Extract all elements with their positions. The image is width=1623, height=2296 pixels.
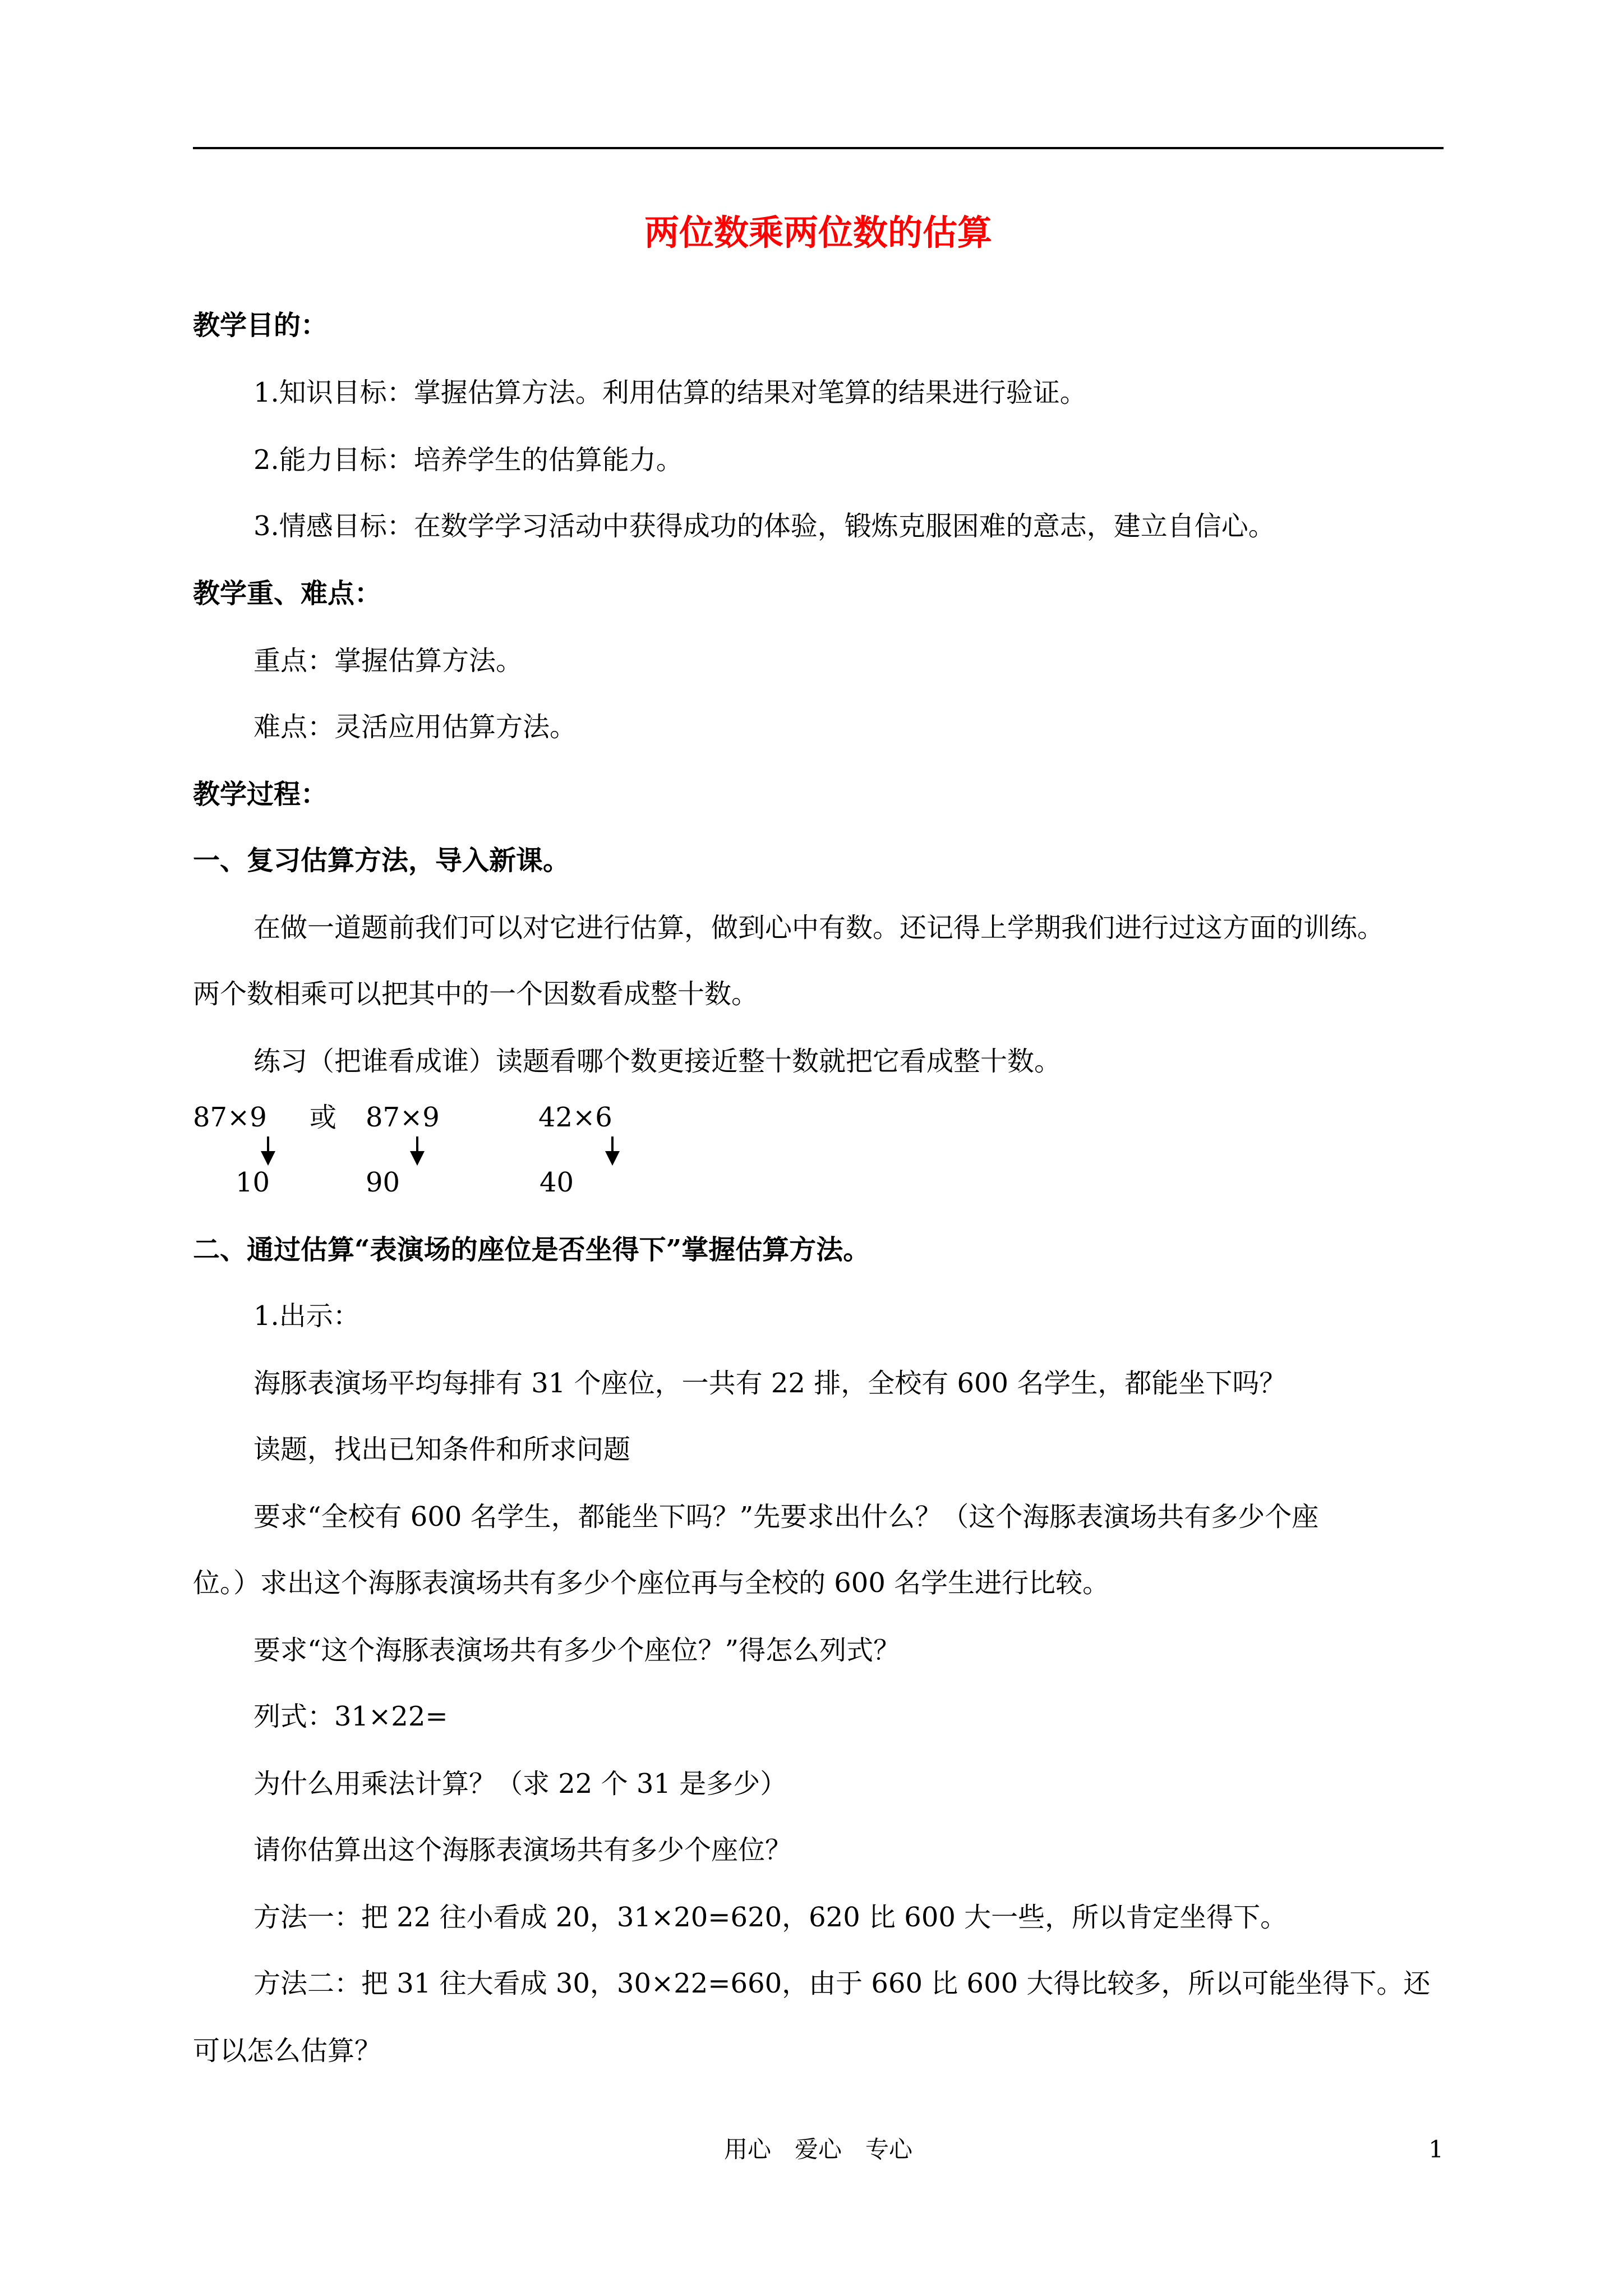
keypoints-heading: 教学重、难点： xyxy=(193,578,382,609)
process-heading: 教学过程： xyxy=(193,779,328,810)
part1-heading: 一、复习估算方法，导入新课。 xyxy=(193,845,570,876)
method-2-line2: 可以怎么估算？ xyxy=(193,2035,382,2067)
example-1-expression: 87×9 xyxy=(193,1102,267,1133)
objective-2: 2.能力目标：培养学生的估算能力。 xyxy=(253,444,683,476)
example-1-result: 10 xyxy=(236,1167,270,1198)
part1-paragraph-line2: 两个数相乘可以把其中的一个因数看成整十数。 xyxy=(193,978,759,1010)
footer-motto: 用心 爱心 专心 xyxy=(723,2136,912,2163)
example-3-result: 40 xyxy=(540,1167,574,1198)
problem-statement: 海豚表演场平均每排有 31 个座位，一共有 22 排，全校有 600 名学生，都能坐下吗？ xyxy=(253,1368,1287,1399)
please-estimate: 请你估算出这个海豚表演场共有多少个座位？ xyxy=(253,1834,792,1866)
part1-paragraph-line1: 在做一道题前我们可以对它进行估算，做到心中有数。还记得上学期我们进行过这方面的训练。 xyxy=(253,912,1385,944)
keypoint-text: 重点：掌握估算方法。 xyxy=(253,645,523,677)
objective-1: 1.知识目标：掌握估算方法。利用估算的结果对笔算的结果进行验证。 xyxy=(253,377,1087,408)
show-label: 1.出示： xyxy=(253,1300,360,1332)
ask2: 要求“这个海豚表演场共有多少个座位？”得怎么列式？ xyxy=(253,1635,901,1666)
page-number: 1 xyxy=(1428,2136,1444,2163)
part1-practice: 练习（把谁看成谁）读题看哪个数更接近整十数就把它看成整十数。 xyxy=(253,1046,1062,1077)
objectives-heading: 教学目的： xyxy=(193,310,328,341)
formula: 列式：31×22= xyxy=(253,1701,448,1732)
why-multiply: 为什么用乘法计算？（求 22 个 31 是多少） xyxy=(253,1768,787,1800)
method-1: 方法一：把 22 往小看成 20，31×20=620，620 比 600 大一些，所以肯定坐得下。 xyxy=(253,1902,1288,1933)
objective-3: 3.情感目标：在数学学习活动中获得成功的体验，锻炼克服困难的意志，建立自信心。 xyxy=(253,510,1275,542)
document-title: 两位数乘两位数的估算 xyxy=(644,212,992,253)
example-3-expression: 42×6 xyxy=(538,1102,612,1133)
difficulty-text: 难点：灵活应用估算方法。 xyxy=(253,711,577,743)
ask1-line2: 位。）求出这个海豚表演场共有多少个座位再与全校的 600 名学生进行比较。 xyxy=(193,1567,1110,1599)
ask1-line1: 要求“全校有 600 名学生，都能坐下吗？”先要求出什么？（这个海豚表演场共有多少个座 xyxy=(253,1501,1319,1533)
part2-heading: 二、通过估算“表演场的座位是否坐得下”掌握估算方法。 xyxy=(193,1234,870,1266)
example-2-expression: 87×9 xyxy=(366,1102,440,1133)
method-2-line1: 方法二：把 31 往大看成 30，30×22=660，由于 660 比 600 大得比较多，所以可能坐得下。还 xyxy=(253,1968,1431,1999)
example-or-word: 或 xyxy=(310,1102,337,1133)
example-2-result: 90 xyxy=(366,1167,400,1198)
header-rule xyxy=(193,147,1444,149)
read-problem: 读题，找出已知条件和所求问题 xyxy=(253,1434,631,1465)
